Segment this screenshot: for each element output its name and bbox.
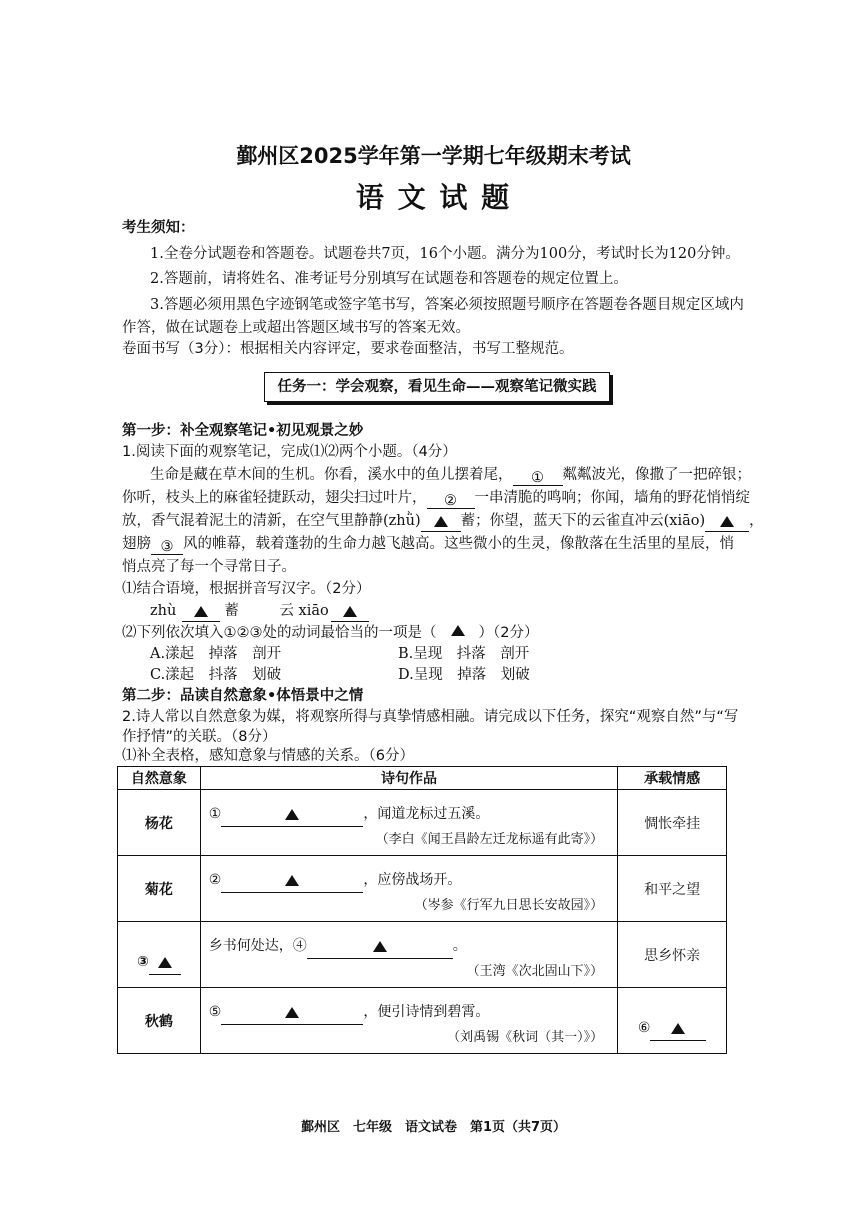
triangle-marker-icon [285,1007,299,1018]
sub-question-2-1: ⑴补全表格，感知意象与情感的关系。（6分） [122,748,414,764]
blank-zhu-answer [182,604,220,622]
poem-cell: ① ，闻道龙标过五溪。 （李白《闻王昌龄左迁龙标遥有此寄》） [200,790,617,856]
question-2-cont: 作抒情”的关联。（8分） [122,729,277,745]
poem-blank [221,875,363,893]
image-cell: 秋鹤 [118,988,201,1054]
emotion-cell: 思乡怀亲 [618,922,727,988]
emotion-cell: ⑥ [618,988,727,1054]
triangle-marker-icon [343,606,357,617]
step2-heading: 第二步：品读自然意象•体悟景中之情 [122,688,364,704]
image-blank [149,957,181,975]
option-d: D.呈现 掉落 划破 [398,667,530,683]
table-header: 诗句作品 [200,767,617,790]
poem-source: （李白《闻王昌龄左迁龙标遥有此寄》） [375,832,604,847]
triangle-marker-icon [285,875,299,886]
poem-blank [221,809,363,827]
image-cell: 杨花 [118,790,201,856]
passage-line-4: 翅膀 ③ 风的帷幕，载着蓬勃的生命力越飞越高。这些微小的生灵，像散落在生活里的星辰，悄 [122,536,734,555]
blank-zhu [421,514,461,532]
blank-xiao [705,514,749,532]
poem-cell: 乡书何处达，④ 。 （王湾《次北固山下》） [200,922,617,988]
table-row [118,856,727,922]
table-header: 自然意象 [118,767,201,790]
notice-heading: 考生须知： [122,220,195,236]
triangle-marker-icon [194,606,208,617]
poem-table [117,766,727,1054]
emotion-cell: 和平之望 [618,856,727,922]
poem-blank [221,1007,363,1025]
emotion-blank [650,1023,706,1041]
passage-line-3: 放，香气混着泥土的清新，在空气里静静(zhǜ) 蓄；你望，蓝天下的云雀直冲云(xiāo) ， [122,511,764,532]
poem-cell: ⑤ ，便引诗情到碧霄。 （刘禹锡《秋词（其一）》） [200,988,617,1054]
notice-item-2: 2.答题前，请将姓名、准考证号分别填写在试题卷和答题卷的规定位置上。 [150,271,628,287]
question-1: 1.阅读下面的观察笔记，完成⑴⑵两个小题。（4分） [122,444,457,460]
notice-item-3-cont: 作答，做在试题卷上或超出答题区域书写的答案无效。 [122,320,470,336]
sub-question-1: ⑴结合语境，根据拼音写汉字。（2分） [122,581,371,597]
triangle-marker-icon [434,516,448,527]
sub-question-2: ⑵下列依次填入①②③处的动词最恰当的一项是（ ）（2分） [122,625,539,641]
triangle-marker-icon [158,957,172,968]
table-header: 承载情感 [618,767,727,790]
blank-3: ③ [151,537,183,555]
triangle-marker-icon [285,809,299,820]
poem-source: （王湾《次北固山下》） [466,964,604,979]
subject-title: 语 文 试 题 [355,181,512,214]
page-footer: 鄞州区 七年级 语文试卷 第1页（共7页） [300,1120,567,1135]
poem-blank [307,941,453,959]
blank-2: ② [427,491,475,509]
blank-xiao-answer [331,604,369,622]
pinyin-answers: zhù 蓄 云 xiāo [150,601,369,622]
notice-item-3: 3.答题必须用黑色字迹钢笔或签字笔书写，答案必须按照题号顺序在答题卷各题目规定区域内 [150,297,744,313]
table-header-row [118,767,727,790]
triangle-marker-icon [373,941,387,952]
triangle-marker-icon [451,625,465,636]
image-cell: ③ [118,922,201,988]
passage-line-5: 悄点亮了每一个寻常日子。 [122,559,296,575]
table-row [118,988,727,1054]
poem-source: （刘禹锡《秋词（其一）》） [447,1030,604,1045]
triangle-marker-icon [720,516,734,527]
passage-line-1: 生命是藏在草木间的生机。你看，溪水中的鱼儿摆着尾， ① 粼粼波光，像撒了一把碎银； [150,467,751,486]
passage-line-2: 你听，枝头上的麻雀轻捷跃动，翅尖扫过叶片， ② 一串清脆的鸣响；你闻，墙角的野花悄悄绽 [122,490,750,509]
image-cell: 菊花 [118,856,201,922]
notice-item-1: 1.全卷分试题卷和答题卷。试题卷共7页，16个小题。满分为100分，考试时长为120分钟。 [150,246,740,262]
option-c: C.漾起 抖落 划破 [150,667,282,683]
handwriting-note: 卷面书写（3分）：根据相关内容评定，要求卷面整洁，书写工整规范。 [122,341,574,357]
task-banner: 任务一：学会观察，看见生命——观察笔记微实践 [264,372,610,402]
exam-title: 鄞州区2025学年第一学期七年级期末考试 [236,144,631,168]
option-b: B.呈现 抖落 剖开 [398,646,530,662]
blank-1: ① [513,468,563,486]
table-row [118,790,727,856]
poem-cell: ② ，应傍战场开。 （岑参《行军九日思长安故园》） [200,856,617,922]
step1-heading: 第一步：补全观察笔记•初见观景之妙 [122,423,364,439]
triangle-marker-icon [671,1023,685,1034]
question-2: 2.诗人常以自然意象为媒，将观察所得与真挚情感相融。请完成以下任务，探究“观察自然”与“写 [122,709,739,725]
option-a: A.漾起 掉落 剖开 [150,646,282,662]
emotion-cell: 惆怅牵挂 [618,790,727,856]
poem-source: （岑参《行军九日思长安故园》） [414,898,604,913]
table-row [118,922,727,988]
